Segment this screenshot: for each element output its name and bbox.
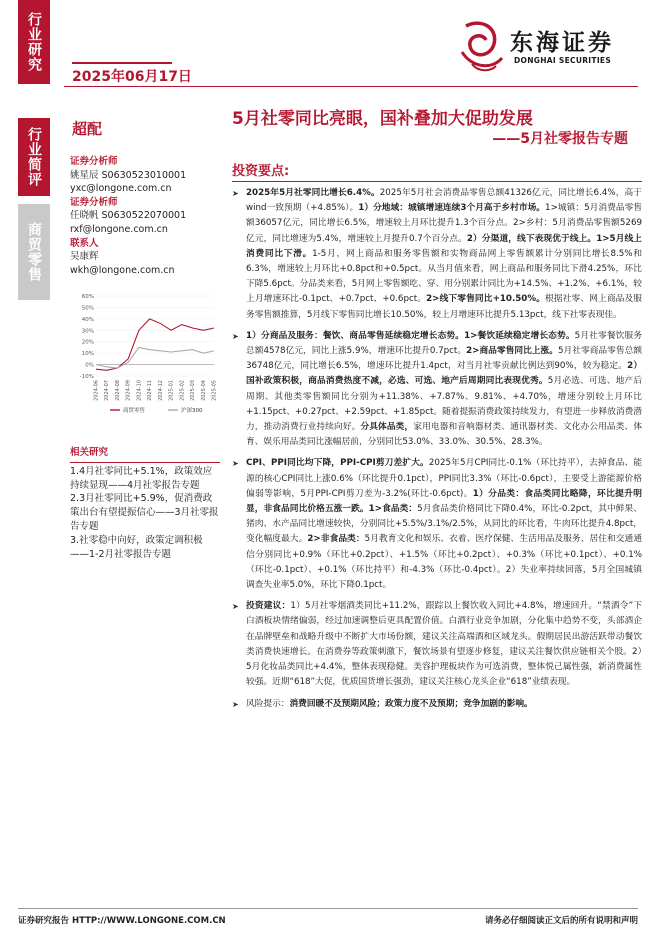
x-tick-label: 2025-05 [211,380,218,401]
contact-label: 联系人 [70,237,99,249]
bullet-arrow-icon: ➤ [232,699,239,709]
text-run: 风险提示： [246,698,290,709]
related-research-item[interactable]: 3.社零稳中向好，政策定调积极——1-2月社零报告专题 [70,534,203,560]
analyst-name: 姚星辰 S0630523010001 [70,169,187,181]
bold-text-run: 2>非食品类： [307,534,365,545]
bold-text-run: 1）分商品及服务：餐饮、商品零售延续稳定增长态势。1>餐饮延续稳定增长态势。 [246,330,575,341]
bold-text-run: 2025年5月社零同比增长6.4%。 [246,188,380,198]
x-tick-label: 2025-04 [200,380,207,401]
key-points-heading: 投资要点: [232,160,642,182]
bullet-arrow-icon: ➤ [232,331,239,341]
rating: 超配 [72,120,103,138]
text-run: 5月教育文化和娱乐、衣着、医疗保健、生活用品及服务、居住和交通通信分别同比+0.9%（环比+0.2pct）、+1.5%（环比+0.2pct）、+0.3%（环比+0.1pct）、+0.1%（环比-0.1pct）、+0.1%（环比持平）和-4.3%（环比-0.4pct）。2）失业率持续回落，5月全国城镇调查失业率5.0%，环比下降0.1pct。 [246,534,643,591]
bullet-arrow-icon: ➤ [232,602,239,612]
key-point-paragraph [232,186,642,323]
report-date: 2025年06月17日 [72,69,192,85]
contact-email[interactable]: wkh@longone.com.cn [70,264,175,276]
related-research-item[interactable]: 1.4月社零同比+5.1%，政策效应持续显现——4月社零报告专题 [70,465,213,491]
analyst-label: 证券分析师 [70,196,118,208]
analyst-block [70,196,220,237]
text-run: 5月必选、可选、地产后周期、其他类零售额同比分别为+11.38%、+7.87%、9.81%、+4.70%，增速分别较上月环比+1.15pct、+0.27pct、+2.59pct、+1.85pct。随着提振消费政策持续发力，有望进一步释放消费潜力，推动消费行业持续向好。 [246,376,643,433]
y-tick-label: 10% [81,351,94,358]
bold-text-run: 投资建议： [246,601,291,612]
text-run: 2025年5月社会消费品零售总额41326亿元，同比增长6.4%，高于wind一致预期（+4.85%）。 [246,188,642,214]
related-research [70,446,220,561]
bold-text-run: 1）分品类：食品类同比略降，环比提升明显，非食品同比价格五涨一跌。1>食品类： [246,488,642,515]
performance-chart [70,290,220,430]
x-tick-label: 2024-10 [136,380,143,401]
contact-block [70,237,220,278]
key-point-paragraph [232,599,642,690]
x-tick-label: 2024-09 [125,380,132,401]
y-tick-label: 60% [81,294,94,300]
text-run: 根据社零、网上商品及服务零售额推算，5月线下零售同比增长10.50%，较上月增速环比提升5.13pct，线下社零表现佳。 [246,294,643,320]
analyst-name: 任晓帆 S0630522070001 [70,210,187,222]
y-tick-label: 40% [81,316,94,323]
y-tick-label: 30% [81,328,94,335]
performance-chart-svg [70,290,220,430]
header-divider [64,86,638,87]
bullet-arrow-icon: ➤ [232,459,239,469]
legend-label: 商贸零售 [123,408,146,414]
bold-text-run: 2）分渠道，线下表现优于线上。1>5月线上消费同比下滑。 [246,233,642,259]
main-content [232,160,642,718]
key-point-paragraph [232,697,642,712]
key-point-paragraph [232,329,642,451]
side-tab-retail: 商贸零售 [18,204,50,300]
company-logo [458,18,638,74]
series-line [96,319,214,370]
side-tab-industry-research: 行业研究 [18,0,50,84]
text-run: 5月社零商品零售总额36748亿元，同比增长6.5%，增速环比提升1.4pct，对当月社零贡献比例达到90%，较为稳定。 [246,346,643,372]
related-research-item[interactable]: 2.3月社零同比+5.9%，促消费政策出台有望提振信心——3月社零报告专题 [70,493,219,532]
analyst-block [70,155,220,196]
footer-left: 证券研究报告 HTTP://WWW.LONGONE.COM.CN [18,916,226,926]
analyst-email[interactable]: yxc@longone.com.cn [70,183,172,195]
y-tick-label: 20% [81,339,94,346]
x-tick-label: 2024-06 [93,380,100,401]
bold-text-run: CPI、PPI同比均下降，PPI-CPI剪刀差扩大。 [246,458,429,469]
report-title: 5月社零同比亮眼，国补叠加大促助发展 [232,109,533,129]
footer-divider [18,908,638,909]
bullet-arrow-icon: ➤ [232,189,239,198]
analyst-email[interactable]: rxf@longone.com.cn [70,223,168,235]
key-point-paragraph [232,456,642,593]
text-run: 家用电器和音响器材类、通讯器材类、文化办公用品类、体育、娱乐用品类同比涨幅居前，分别同比53.0%、33.0%、30.5%、28.3%。 [246,422,643,448]
wave-logo-icon [458,18,506,74]
related-research-heading: 相关研究 [70,446,220,463]
bold-text-run: 分具体品类， [360,422,414,433]
x-tick-label: 2024-07 [104,380,111,401]
text-run: 1>城镇：5月消费品零售额36057亿元，同比增长6.5%，增速较上月环比提升1.3个百分点。2>乡村：5月消费品零售额5269亿元，同比增速为5.4%，增速较上月提升0.7个百分点。 [246,203,642,244]
text-run: 5月社零餐饮服务总额4578亿元，同比上涨5.9%，增速环比提升0.7pct。 [246,330,643,357]
x-tick-label: 2024-12 [157,380,164,401]
text-run: 2025年5月CPI同比-0.1%（环比持平），去掉食品、能源的核心CPI同比上涨0.6%（环比提升0.1pct），PPI同比3.3%（环比-0.6pct），主要受上游能源价格偏弱等影响，5月PPI-CPI剪刀差为-3.2%(环比-0.6pct)。 [246,458,643,499]
x-tick-label: 2024-11 [147,380,154,401]
bold-text-run: 2）国补政策积极，商品消费热度不减，必选、可选、地产后周期同比表现优秀。 [246,361,643,387]
side-tab-industry-brief: 行业简评 [18,118,50,196]
series-line [96,347,214,368]
analyst-label: 证券分析师 [70,156,118,167]
x-tick-label: 2025-03 [190,380,197,401]
footer-disclaimer: 请务必仔细阅读正文后的所有说明和声明 [484,916,638,926]
x-tick-label: 2025-02 [179,380,186,401]
report-subtitle: ——5月社零报告专题 [492,131,628,147]
bold-text-run: 1）分地域：城镇增速连续3个月高于乡村市场。 [358,203,546,214]
y-tick-label: 0% [85,362,94,369]
text-run: 5月食品类价格同比下降0.4%，环比-0.2pct，其中鲜果、猪肉、水产品同比增速较快，分别同比+5.5%/3.1%/2.5%，从同比的环比看，牛肉环比提升4.8pct，变化幅度最大。 [246,504,643,545]
logo-chinese: 东海证券 [510,30,614,56]
y-tick-label: 50% [81,305,94,312]
bold-text-run: 2>商品零售同比上涨。 [466,346,558,357]
x-tick-label: 2025-01 [168,380,175,401]
x-tick-label: 2024-08 [114,380,121,401]
contact-name: 吴康辉 [70,251,99,263]
bold-text-run: 2>线下零售同比+10.50%。 [426,294,546,305]
text-run: 1-5月，网上商品和服务零售额和实物商品网上零售额累计分别同比增长8.5%和6.3%，增速较上月环比+0.8pct和+0.5pct。从当月值来看，网上商品和服务同比下滑4.25%，环比下降5.6pct。分品类来看，5月网上零售额吃、穿、用分别累计同比为+14.5%、+1.2%、+6.1%，较上月增速环比-0.1pct、+0.7pct、+0.6pct。 [246,248,643,305]
text-run: 1）5月社零烟酒类同比+11.2%，跟踪以上餐饮收入同比+4.8%，增速回升。“禁酒令”下白酒板块情绪偏弱，经过加速调整后更具配置价值。白酒行业竞争加剧，分化集中趋势不变，头部酒企在品牌壁垒和战略升级中不断扩大市场份额，建议关注高端酒和区域龙头。假期居民出游活跃带动餐饮类消费快速增长。在消费券等政策刺激下，餐饮场景有望逐步修复，建议关注餐饮供应链相关个股。2）5月化妆品类同比+4.4%，整体表现稳健。美容护理板块作为可选消费，整体悦己属性强，新消费属性较强。近期“618”大促，优质国货增长强劲，建议关注核心龙头企业“618”业绩表现。 [246,601,642,688]
bold-text-run: 消费回暖不及预期风险；政策力度不及预期；竞争加剧的影响。 [289,698,533,709]
analyst-list [70,155,220,277]
logo-english: DONGHAI SECURITIES [514,56,612,65]
key-points-body [232,186,642,712]
legend-label: 沪深300 [181,408,203,414]
y-tick-label: -10% [79,374,94,380]
date-bar [72,62,172,64]
